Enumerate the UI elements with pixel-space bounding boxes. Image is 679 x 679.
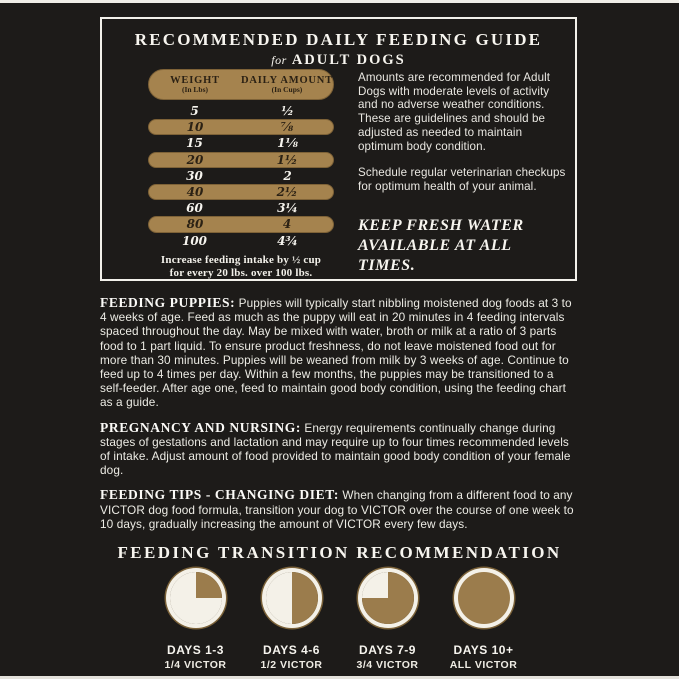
info-paragraph-2: Schedule regular veterinarian checkups for optimum health of your animal.	[358, 166, 566, 193]
section-feeding-puppies	[100, 296, 579, 410]
step-days-label: DAYS 1-3	[167, 643, 224, 657]
weight-cell: 5	[190, 104, 199, 119]
weight-cell: 20	[186, 152, 204, 167]
amount-cell: 2½	[276, 185, 298, 200]
callout-line1: KEEP FRESH WATER	[358, 216, 524, 234]
amount-cell: 4	[282, 217, 292, 232]
amount-cell: 1½	[276, 152, 298, 167]
amount-cell: 3¼	[277, 201, 298, 216]
amount-header-label: DAILY AMOUNT	[241, 75, 333, 87]
amount-cell: ½	[281, 104, 294, 119]
table-row	[148, 233, 334, 249]
table-row	[148, 200, 334, 216]
transition-step-4	[436, 572, 532, 671]
weight-cell: 40	[186, 185, 204, 200]
guide-info-column	[358, 71, 570, 276]
section-heading: FEEDING PUPPIES:	[100, 295, 236, 310]
guide-subtitle	[102, 51, 575, 69]
weight-cell: 15	[186, 136, 203, 151]
weight-cell: 60	[186, 201, 203, 216]
amount-cell: 4¾	[277, 233, 298, 248]
section-body: Energy requirements continually change during stages of gestations and lactation and may require up to four times recommended levels of intake. Adjust amount of food provided to maintain good body condition of your female dog.	[100, 420, 571, 478]
section-pregnancy-nursing	[100, 421, 579, 478]
quarter-pie-icon	[170, 572, 222, 624]
section-feeding-tips	[100, 488, 579, 531]
feeding-table-rows	[148, 103, 334, 249]
footnote-line1: Increase feeding intake by ½ cup	[160, 253, 322, 266]
feeding-sections	[100, 296, 579, 542]
step-amount-label: ALL VICTOR	[449, 659, 518, 671]
top-edge-strip	[0, 0, 679, 3]
amount-cell: ⅞	[280, 120, 294, 135]
table-row	[148, 135, 334, 151]
section-body: When changing from a different food to any VICTOR dog food formula, transition your dog to VICTOR over the course of one week to 10 days, gradually increasing the amount of VICTOR every few days.	[100, 488, 574, 531]
three-quarter-pie-icon	[362, 572, 414, 624]
step-amount-label: 1/4 VICTOR	[164, 659, 227, 671]
step-days-label: DAYS 7-9	[359, 643, 416, 657]
table-row	[148, 103, 334, 119]
fresh-water-callout	[358, 216, 570, 276]
guide-subtitle-for: for	[271, 53, 287, 67]
step-days-label: DAYS 4-6	[263, 643, 320, 657]
transition-heading: FEEDING TRANSITION RECOMMENDATION	[117, 543, 562, 562]
step-days-label: DAYS 10+	[453, 643, 514, 657]
transition-step-3	[340, 572, 436, 671]
weight-cell: 80	[186, 217, 204, 232]
recommended-feeding-guide-box	[100, 17, 577, 281]
section-heading: FEEDING TIPS - CHANGING DIET:	[100, 487, 339, 503]
guide-subtitle-adult-dogs: ADULT DOGS	[291, 52, 406, 68]
weight-cell: 30	[186, 168, 203, 183]
step-amount-label: 3/4 VICTOR	[356, 659, 419, 671]
amount-cell: 2	[283, 168, 292, 183]
table-row	[148, 216, 334, 232]
info-paragraph-1: Amounts are recommended for Adult Dogs with moderate levels of activity and no adverse weather conditions. These are guidelines and should be adjusted as needed to maintain optimum body condition.	[358, 71, 551, 153]
footnote-line2: for every 20 lbs. over 100 lbs.	[169, 267, 313, 280]
feeding-table	[148, 69, 334, 281]
transition-pie-row	[0, 572, 679, 671]
weight-cell: 100	[181, 233, 208, 248]
amount-header-unit: (In Cups)	[271, 85, 303, 95]
table-row	[148, 168, 334, 184]
transition-step-1	[148, 572, 244, 671]
table-row	[148, 119, 334, 135]
weight-header-unit: (In Lbs)	[181, 85, 209, 95]
daily-amount-column-header	[241, 75, 333, 94]
section-heading: PREGNANCY AND NURSING:	[100, 419, 301, 435]
table-row	[148, 184, 334, 200]
table-row	[148, 152, 334, 168]
weight-header-label: WEIGHT	[170, 75, 220, 87]
weight-cell: 10	[186, 120, 204, 135]
transition-step-2	[244, 572, 340, 671]
section-body: Puppies will typically start nibbling moistened dog foods at 3 to 4 weeks of age. Feed as much as the puppy will eat in 20 minutes in 4 feeding intervals spaced throughout the day. May be mixed with water, broth or milk at a ratio of 3 parts food to 1 part liquid. To ensure product freshness, do not leave moistened food out for more than 30 minutes. Puppies will be weaned from milk by 3 weeks of age. Continue to feed up to 4 times per day. Within a few months, the puppies may be transitioned to a self-feeder. After age one, feed to maintain good body condition, using the feeding chart as a guide.	[100, 296, 572, 410]
weight-column-header	[149, 75, 241, 94]
amount-cell: 1⅛	[277, 136, 298, 151]
table-footnote	[148, 254, 334, 281]
half-pie-icon	[266, 572, 318, 624]
step-amount-label: 1/2 VICTOR	[260, 659, 323, 671]
feeding-table-header	[148, 69, 334, 100]
full-pie-icon	[458, 572, 510, 624]
guide-title: RECOMMENDED DAILY FEEDING GUIDE	[134, 30, 543, 49]
callout-line2: AVAILABLE AT ALL TIMES.	[358, 236, 512, 274]
